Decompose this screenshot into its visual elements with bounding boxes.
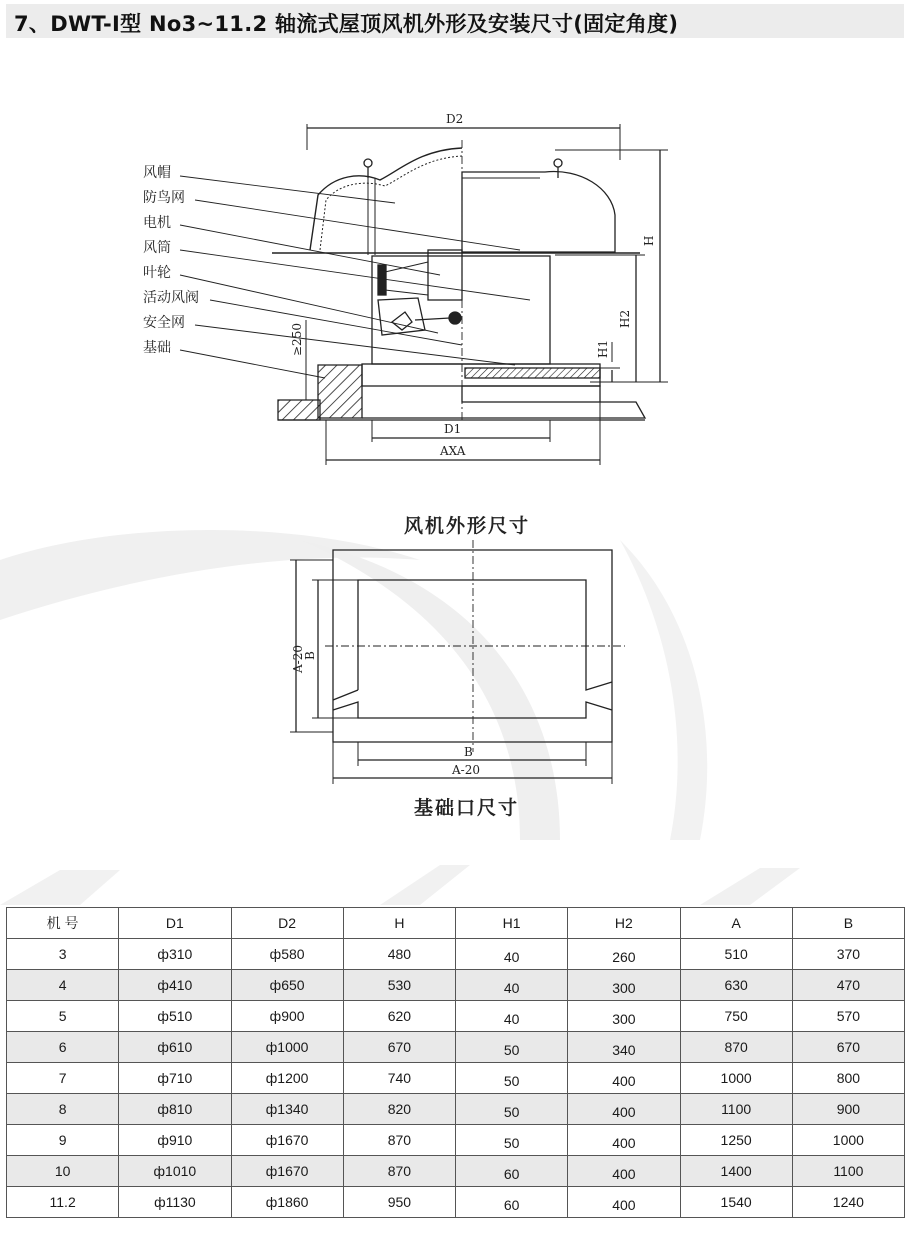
label-motor: 电机 [143,215,171,231]
cell-h2-value: 300 [612,1011,636,1027]
cell-h2 [568,1156,680,1187]
cell-h2 [568,1125,680,1156]
dim-b-bottom: B [464,745,473,759]
cell-h: 670 [343,1032,455,1063]
dim-h: H [642,235,656,246]
cell-a: 1400 [680,1156,792,1187]
cell-h: 620 [343,1001,455,1032]
dim-ge250: ≥250 [290,323,304,356]
cell-d2: ф1200 [231,1063,343,1094]
cell-h: 870 [343,1156,455,1187]
cell-d2: ф900 [231,1001,343,1032]
foundation [318,365,362,418]
header-h: H [343,908,455,939]
cell-model: 3 [7,939,119,970]
cell-h: 480 [343,939,455,970]
cell-d2: ф1670 [231,1156,343,1187]
table-row [7,1125,905,1156]
cell-model: 10 [7,1156,119,1187]
motor [428,250,462,300]
cell-b: 370 [792,939,904,970]
cell-model: 5 [7,1001,119,1032]
cell-d2: ф1670 [231,1125,343,1156]
cell-h2-value: 400 [612,1073,636,1089]
cell-h1-value: 40 [503,1011,520,1027]
fan-elevation-diagram [0,0,910,480]
label-damper: 活动风阀 [143,290,199,306]
table-row [7,1094,905,1125]
dim-a20-bottom: A-20 [452,763,480,777]
cell-h1-value: 60 [503,1166,520,1182]
cell-h2-value: 400 [612,1104,636,1120]
cell-h2-value: 400 [612,1135,636,1151]
cell-a: 750 [680,1001,792,1032]
cell-h2 [568,939,680,970]
cell-h: 950 [343,1187,455,1218]
fan-cylinder [372,256,550,364]
header-b: B [792,908,904,939]
label-bird-net: 防鸟网 [143,190,185,206]
cell-a: 1000 [680,1063,792,1094]
cell-h1-value: 40 [503,980,520,996]
foundation-plan-diagram [0,540,910,870]
label-impeller: 叶轮 [143,265,171,281]
cell-d2: ф650 [231,970,343,1001]
cell-h1-value: 60 [503,1197,520,1213]
table-row [7,939,905,970]
cell-d1: ф1010 [119,1156,231,1187]
cell-model: 7 [7,1063,119,1094]
header-model: 机 号 [7,908,119,939]
dim-h2: H2 [618,309,632,328]
dim-b-left: B [303,651,317,660]
cell-h1 [456,970,568,1001]
cell-h1 [456,1001,568,1032]
cell-model: 6 [7,1032,119,1063]
label-hood: 风帽 [143,165,171,181]
label-fan-tube: 风筒 [143,240,171,256]
cell-h1-value: 40 [503,949,520,965]
cell-a: 1540 [680,1187,792,1218]
cell-b: 900 [792,1094,904,1125]
caption-foundation-opening: 基础口尺寸 [414,797,520,819]
cell-h2 [568,1032,680,1063]
cell-h2-value: 300 [612,980,636,996]
cell-a: 630 [680,970,792,1001]
cell-h1 [456,1125,568,1156]
label-foundation: 基础 [143,340,171,356]
cell-h1-value: 50 [503,1135,520,1151]
cell-h1 [456,1094,568,1125]
cell-model: 8 [7,1094,119,1125]
cell-h1 [456,939,568,970]
dim-h1: H1 [596,339,610,358]
dim-a20-left: A-20 [291,645,305,673]
cell-b: 670 [792,1032,904,1063]
header-h2: H2 [568,908,680,939]
cell-h2-value: 260 [612,949,636,965]
cell-a: 1100 [680,1094,792,1125]
cell-b: 570 [792,1001,904,1032]
table-row [7,1063,905,1094]
cell-model: 9 [7,1125,119,1156]
spec-table [6,907,905,1218]
cell-d1: ф910 [119,1125,231,1156]
cell-a: 1250 [680,1125,792,1156]
header-a: A [680,908,792,939]
cell-h2-value: 400 [612,1197,636,1213]
cell-d1: ф810 [119,1094,231,1125]
cell-h: 530 [343,970,455,1001]
table-row [7,970,905,1001]
cell-h2-value: 340 [612,1042,636,1058]
cell-model: 11.2 [7,1187,119,1218]
table-row [7,1032,905,1063]
cell-d1: ф710 [119,1063,231,1094]
cell-d2: ф1340 [231,1094,343,1125]
cell-h2 [568,1063,680,1094]
cell-h2 [568,1187,680,1218]
cell-h: 870 [343,1125,455,1156]
cell-h2 [568,1001,680,1032]
cell-a: 870 [680,1032,792,1063]
cell-h1 [456,1156,568,1187]
cell-d1: ф1130 [119,1187,231,1218]
cell-a: 510 [680,939,792,970]
cell-d1: ф310 [119,939,231,970]
cell-d1: ф610 [119,1032,231,1063]
header-d2: D2 [231,908,343,939]
cell-h1-value: 50 [503,1073,520,1089]
hood-right [462,171,615,252]
header-h1: H1 [456,908,568,939]
cell-d2: ф1000 [231,1032,343,1063]
cell-d2: ф580 [231,939,343,970]
cell-h1-value: 50 [503,1104,520,1120]
cell-b: 1100 [792,1156,904,1187]
cell-h1 [456,1032,568,1063]
table-row [7,1187,905,1218]
cell-d1: ф510 [119,1001,231,1032]
table-row [7,1001,905,1032]
cell-h1-value: 50 [503,1042,520,1058]
dim-axa: AXA [440,444,466,458]
cell-h2 [568,970,680,1001]
table-header-row [7,908,905,939]
cell-h2 [568,1094,680,1125]
header-d1: D1 [119,908,231,939]
cell-h1 [456,1187,568,1218]
cell-b: 470 [792,970,904,1001]
cell-b: 1000 [792,1125,904,1156]
cell-d1: ф410 [119,970,231,1001]
cell-h: 740 [343,1063,455,1094]
table-row [7,1156,905,1187]
page-title: 7、DWT-Ⅰ型 No3~11.2 轴流式屋顶风机外形及安装尺寸(固定角度) [14,12,679,36]
caption-fan-outline: 风机外形尺寸 [404,515,531,537]
cell-model: 4 [7,970,119,1001]
cell-h2-value: 400 [612,1166,636,1182]
cell-d2: ф1860 [231,1187,343,1218]
label-safety-net: 安全网 [143,315,185,331]
cell-h: 820 [343,1094,455,1125]
dim-d2: D2 [446,112,464,126]
cell-b: 800 [792,1063,904,1094]
cell-h1 [456,1063,568,1094]
cell-b: 1240 [792,1187,904,1218]
dim-d1: D1 [444,422,462,436]
